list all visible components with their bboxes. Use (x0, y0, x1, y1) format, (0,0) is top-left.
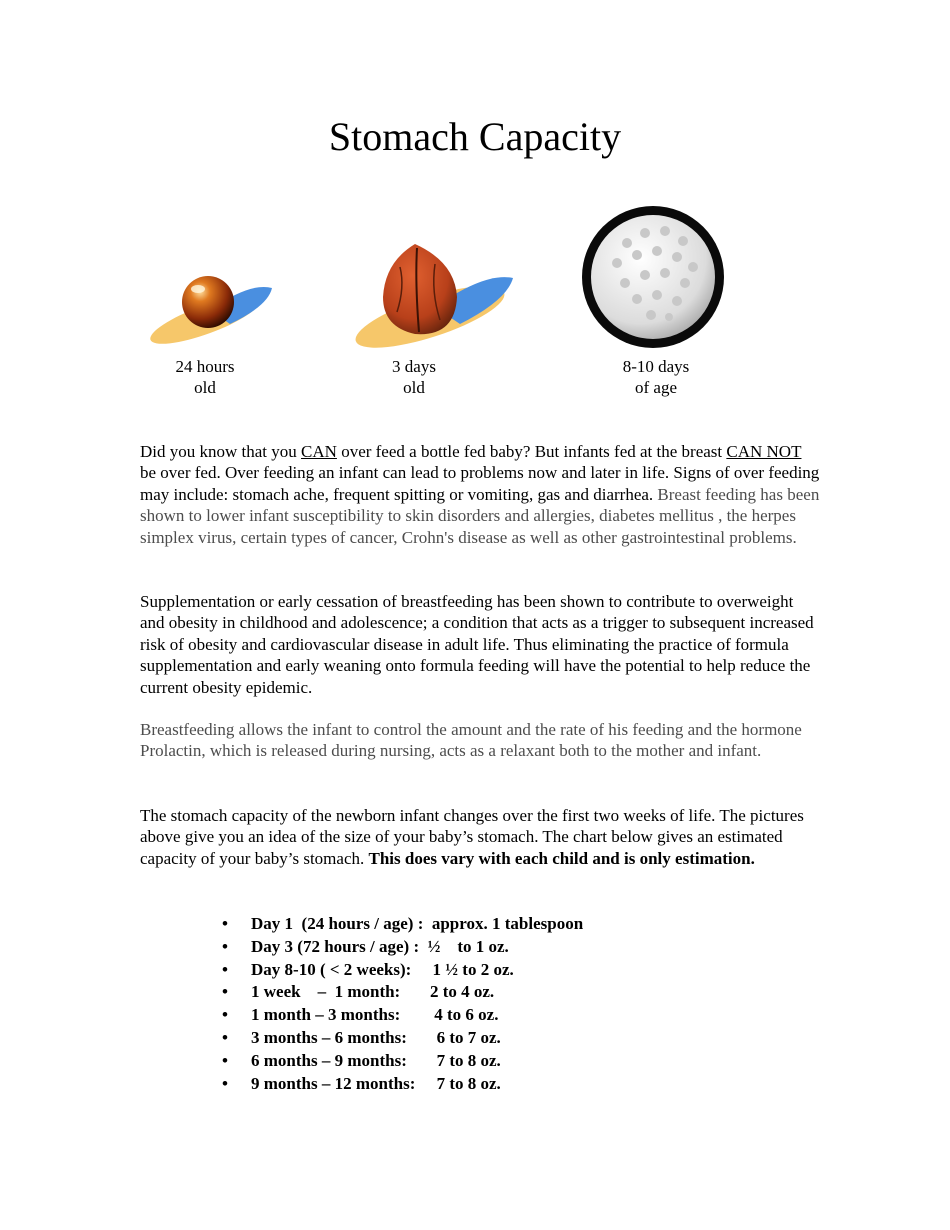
paragraph-overfeeding: Did you know that you CAN over feed a bottle fed baby? But infants fed at the breast CAN NOT be over fed. Over feeding an infant can lead to problems now and later in life. Signs of over feeding may include: stomach ache, frequent spitting or vomiting, gas and diarrhea. Breast feeding has been shown to lower infant susceptibility to skin disorders and allergies, diabetes mellitus , the herpes simplex virus, certain types of cancer, Crohn's disease as well as other gastrointestinal problems. (140, 442, 820, 547)
estimation-note: This does vary with each child and is only estimation. (368, 848, 755, 868)
list-item: • Day 1 (24 hours / age) : approx. 1 tablespoon (222, 914, 584, 933)
paragraph-supplementation: Supplementation or early cessation of breastfeeding has been shown to contribute to overweight and obesity in childhood and adolescence; a condition that acts as a trigger to subsequent increased risk of obesity and cardiovascular disease in adult life. Thus eliminating the practice of formula supplementation and early weaning onto formula feeding will have the potential to help reduce the current obesity epidemic. (140, 592, 814, 697)
walnut-caption: 3 days old (392, 357, 436, 397)
can-emphasis: CAN (301, 442, 337, 461)
paragraph-stomach-capacity: The stomach capacity of the newborn infant changes over the first two weeks of life. The pictures above give you an idea of the size of your baby’s stomach. The chart below gives an estimated capacity of your baby’s stomach. This does vary with each child and is only estimation. (140, 806, 804, 868)
benefits-text: Breast feeding has been shown to lower infant susceptibility to skin disorders and allergies, diabetes mellitus , the herpes simplex virus, certain types of cancer, Crohn's disease as well as other gastrointestinal problems. (140, 484, 820, 547)
list-item: • Day 3 (72 hours / age) : ½ to 1 oz. (222, 936, 509, 956)
list-item: • Day 8-10 ( < 2 weeks): 1 ½ to 2 oz. (222, 959, 514, 979)
capacity-list (222, 913, 583, 1095)
list-item: • 1 month – 3 months: 4 to 6 oz. (222, 1005, 499, 1025)
marble-image (140, 262, 280, 352)
golf-ball-image (577, 201, 729, 353)
walnut-image (345, 242, 520, 352)
list-item: • 6 months – 9 months: 7 to 8 oz. (222, 1050, 501, 1070)
golf-ball-caption: 8-10 days of age (622, 357, 690, 397)
list-item: • 9 months – 12 months: 7 to 8 oz. (222, 1073, 501, 1093)
page-title: Stomach Capacity (328, 114, 622, 159)
can-not-emphasis: CAN NOT (726, 442, 802, 461)
marble-caption: 24 hours old (175, 357, 235, 397)
golf-ball (591, 215, 715, 339)
list-item: • 3 months – 6 months: 6 to 7 oz. (222, 1027, 501, 1047)
walnut (383, 244, 457, 334)
marble (182, 276, 234, 328)
list-item: • 1 week – 1 month: 2 to 4 oz. (222, 982, 495, 1002)
paragraph-prolactin: Breastfeeding allows the infant to control the amount and the rate of his feeding and the hormone Prolactin, which is released during nursing, acts as a relaxant both to the mother and infant. (140, 720, 802, 761)
